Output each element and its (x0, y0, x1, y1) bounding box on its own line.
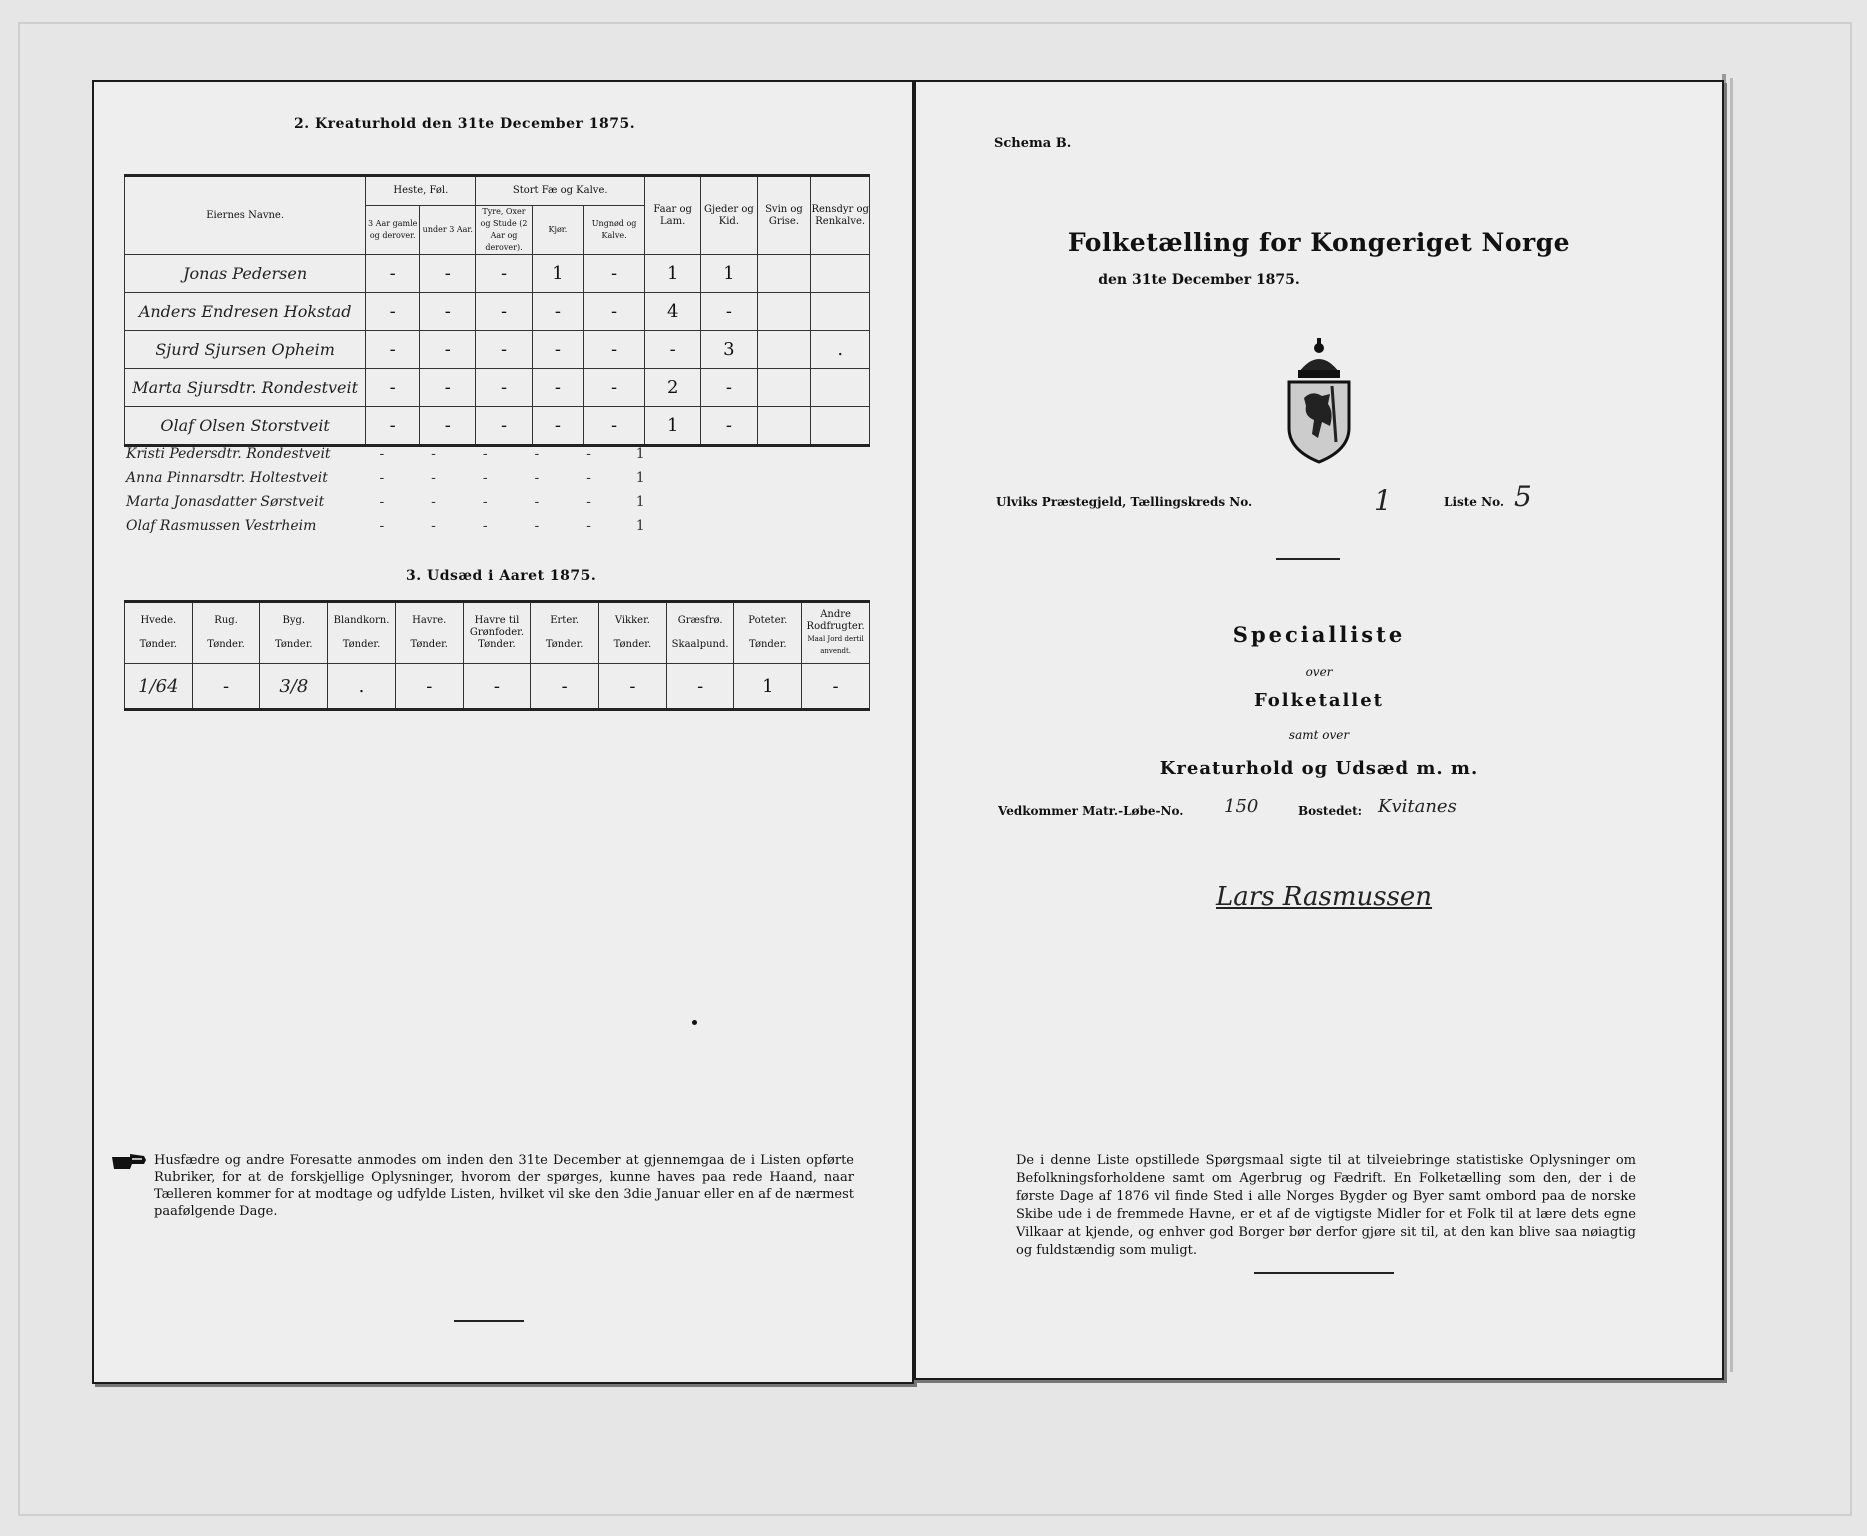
cell: - (532, 293, 584, 331)
cell: - (420, 407, 476, 446)
liste-value: 5 (1514, 480, 1532, 513)
right-page (914, 80, 1724, 1380)
header-heste: Heste, Føl. (366, 176, 476, 206)
cell: - (366, 331, 420, 369)
extra-handwritten-rows (126, 442, 666, 538)
col-name: Havre til Grønfoder. (469, 615, 525, 638)
table-row (125, 407, 870, 446)
owner-name: Marta Sjursdtr. Rondestveit (132, 378, 359, 397)
samt-over-text: samt over (1288, 728, 1350, 742)
col-unit: Tønder. (613, 639, 652, 650)
cell: - (366, 293, 420, 331)
col-unit: Skaalpund. (671, 639, 729, 650)
col-name: Blandkorn. (333, 615, 390, 626)
cell: - (584, 293, 645, 331)
bostedet-label: Bostedet: (1298, 804, 1363, 818)
cell: - (476, 369, 532, 407)
matr-value: 150 (1224, 796, 1259, 817)
section2-title: 2. Kreaturhold den 31te December 1875. (294, 116, 636, 132)
owner-name: Jonas Pedersen (183, 264, 308, 283)
divider (1276, 558, 1340, 560)
header-stort-fae: Stort Fæ og Kalve. (476, 176, 645, 206)
cell: 1 (645, 255, 701, 293)
col-name: Byg. (282, 615, 306, 626)
col-name: Erter. (550, 615, 580, 626)
col-name: Havre. (412, 615, 447, 626)
cell: - (701, 407, 757, 446)
owner-name: Sjurd Sjursen Opheim (155, 340, 335, 359)
cell: - (431, 470, 436, 486)
cell: - (599, 664, 667, 710)
col-unit: Tønder. (545, 639, 584, 650)
table-row (125, 664, 870, 710)
cell: - (366, 407, 420, 446)
cell: - (379, 518, 385, 534)
cell: - (482, 470, 488, 486)
cell: - (192, 664, 260, 710)
header-svin: Svin og Grise. (757, 176, 811, 255)
page-edge (1730, 78, 1733, 1372)
cell: - (802, 664, 870, 710)
date-subtitle: den 31te December 1875. (1098, 272, 1300, 288)
cell: 1 (635, 494, 645, 510)
section3-title: 3. Udsæd i Aaret 1875. (406, 568, 597, 584)
cell: - (701, 369, 757, 407)
cell: - (482, 494, 488, 510)
matr-label: Vedkommer Matr.-Løbe-No. (998, 804, 1184, 818)
page-title: Folketælling for Kongeriget Norge (1067, 228, 1571, 257)
cell: - (666, 664, 734, 710)
bostedet-value: Kvitanes (1378, 796, 1457, 817)
cell: - (701, 293, 757, 331)
folketallet-heading: Folketallet (1254, 690, 1384, 711)
intro-text: De i denne Liste opstillede Spørgsmaal sigte til at tilveiebringe statistiske Oplysninger om Befolkningsforholdene samt om Agerbrug og Fædrift. En Folketælling som den, der i de første Dage af 1876 vil finde Sted i alle Norges Bygder og Byer samt ombord paa de norske Skibe ude i de fremmede Havne, er et af de vigtigste Midler for et Folk til at lære dets egne Vilkaar at kjende, og enhver god Borger bør derfor gjøre sit til, at den kan blive saa nøiagtig og fuldstændig som muligt. (1016, 1153, 1636, 1258)
kreaturhold-heading: Kreaturhold og Udsæd m. m. (1159, 758, 1479, 779)
divider (454, 1320, 524, 1322)
owner-name: Anna Pinnarsdtr. Holtestveit (126, 470, 328, 486)
col-unit: Tønder. (410, 639, 448, 650)
cell: - (395, 664, 463, 710)
list-item (126, 514, 666, 538)
cell (811, 293, 870, 331)
cell: - (366, 255, 420, 293)
col-unit: Tønder. (342, 639, 381, 650)
header-hvede (125, 602, 193, 664)
header-tyre: Tyre, Oxer og Stude (2 Aar og derover). (476, 206, 532, 255)
norway-coat-of-arms-icon (1274, 338, 1364, 464)
col-unit: Tønder. (478, 639, 516, 650)
left-page (92, 80, 914, 1384)
specialliste-heading: Specialliste (1232, 622, 1406, 647)
ink-dot (692, 1020, 697, 1025)
cell: - (420, 293, 476, 331)
cell: . (328, 664, 396, 710)
cell: 1 (635, 470, 645, 486)
cell: 2 (645, 369, 701, 407)
cell: - (586, 494, 591, 510)
header-rug (192, 602, 260, 664)
col-unit: Tønder. (139, 639, 178, 650)
table-row (125, 293, 870, 331)
divider (1254, 1272, 1394, 1274)
pointing-hand-icon (110, 1152, 148, 1172)
col-unit: Tønder. (275, 639, 313, 650)
cell: - (476, 331, 532, 369)
cell (757, 331, 811, 369)
cell: - (584, 331, 645, 369)
header-kjoer: Kjør. (532, 206, 584, 255)
cell: - (463, 664, 531, 710)
table-row (125, 331, 870, 369)
header-gjeder: Gjeder og Kid. (701, 176, 757, 255)
cell: - (420, 369, 476, 407)
owner-name: Olaf Olsen Storstveit (160, 416, 330, 435)
list-item (126, 442, 666, 466)
header-graesfro (666, 602, 734, 664)
cell: 1 (532, 255, 584, 293)
col-name: Andre Rodfrugter. (806, 609, 865, 632)
col-name: Poteter. (748, 615, 788, 626)
owner-name: Marta Jonasdatter Sørstveit (126, 494, 325, 510)
cell: - (584, 369, 645, 407)
cell: 4 (645, 293, 701, 331)
cell: 1 (635, 446, 645, 462)
owner-name: Kristi Pedersdtr. Rondestveit (126, 446, 331, 462)
cell: - (586, 518, 591, 534)
cell (811, 369, 870, 407)
notice-body: Husfædre og andre Foresatte anmodes om inden den 31te December at gjennemgaa de i Listen opførte Rubriker, for at de forskjellige Oplysninger, hvorom der spørges, kunne haves paa rede Haand, naar Tælleren kommer for at modtage og udfylde Listen, hvilket vil ske den 3die Januar eller en af de nærmest paafølgende Dage. (154, 1153, 854, 1219)
col-name: Rug. (214, 615, 238, 626)
cell: - (532, 407, 584, 446)
cell: - (532, 331, 584, 369)
cell: - (584, 407, 645, 446)
cell: 1/64 (125, 664, 193, 710)
header-heste-under: under 3 Aar. (420, 206, 476, 255)
col-unit: Maal Jord dertil anvendt. (807, 635, 864, 655)
col-unit: Tønder. (207, 639, 245, 650)
cell (757, 369, 811, 407)
col-unit: Tønder. (749, 639, 787, 650)
cell: 3 (701, 331, 757, 369)
kreaturhold-table (124, 174, 870, 447)
district-value: 1 (1374, 484, 1392, 517)
owner-name: Olaf Rasmussen Vestrheim (126, 518, 317, 534)
notice-text (154, 1152, 854, 1220)
cell (811, 407, 870, 446)
cell: - (420, 331, 476, 369)
cell: - (534, 470, 540, 486)
header-ungnod: Ungnød og Kalve. (584, 206, 645, 255)
cell: - (534, 494, 540, 510)
cell: - (584, 255, 645, 293)
cell: - (431, 494, 436, 510)
schema-label: Schema B. (994, 136, 1072, 151)
cell: 1 (701, 255, 757, 293)
col-name: Græsfrø. (677, 615, 723, 626)
cell: - (476, 255, 532, 293)
district-label: Ulviks Præstegjeld, Tællingskreds No. (996, 495, 1253, 509)
list-item (126, 466, 666, 490)
cell: - (431, 446, 436, 462)
table-row (125, 369, 870, 407)
cell: - (476, 293, 532, 331)
header-heste-3aar: 3 Aar gamle og derover. (366, 206, 420, 255)
header-byg (260, 602, 328, 664)
over-text: over (1305, 665, 1333, 679)
header-havre-gronfoder (463, 602, 531, 664)
header-vikker (599, 602, 667, 664)
cell: 1 (645, 407, 701, 446)
cell: - (379, 446, 385, 462)
list-item (126, 490, 666, 514)
cell: 3/8 (260, 664, 328, 710)
signature: Lars Rasmussen (1216, 882, 1433, 912)
cell (757, 407, 811, 446)
owner-name: Anders Endresen Hokstad (138, 302, 352, 321)
cell: - (586, 470, 591, 486)
cell: - (379, 494, 385, 510)
udsaed-table (124, 600, 870, 711)
header-erter (531, 602, 599, 664)
table-row (125, 255, 870, 293)
cell: - (531, 664, 599, 710)
cell: - (645, 331, 701, 369)
cell: - (534, 446, 540, 462)
cell: . (811, 331, 870, 369)
cell: 1 (635, 518, 645, 534)
header-owner: Eiernes Navne. (125, 176, 366, 255)
col-name: Vikker. (614, 615, 650, 626)
cell: - (586, 446, 591, 462)
cell (757, 293, 811, 331)
cell: - (482, 518, 488, 534)
cell: - (379, 470, 385, 486)
cell: 1 (734, 664, 802, 710)
header-blandkorn (328, 602, 396, 664)
cell: - (366, 369, 420, 407)
cell: - (534, 518, 540, 534)
cell: - (431, 518, 436, 534)
header-andre-rodfrugter (802, 602, 870, 664)
cell: - (482, 446, 488, 462)
header-poteter (734, 602, 802, 664)
header-rensdyr: Rensdyr og Renkalve. (811, 176, 870, 255)
liste-label: Liste No. (1444, 495, 1505, 509)
cell: - (420, 255, 476, 293)
header-faar: Faar og Lam. (645, 176, 701, 255)
cell: - (532, 369, 584, 407)
col-name: Hvede. (140, 615, 177, 626)
header-havre (395, 602, 463, 664)
cell: - (476, 407, 532, 446)
